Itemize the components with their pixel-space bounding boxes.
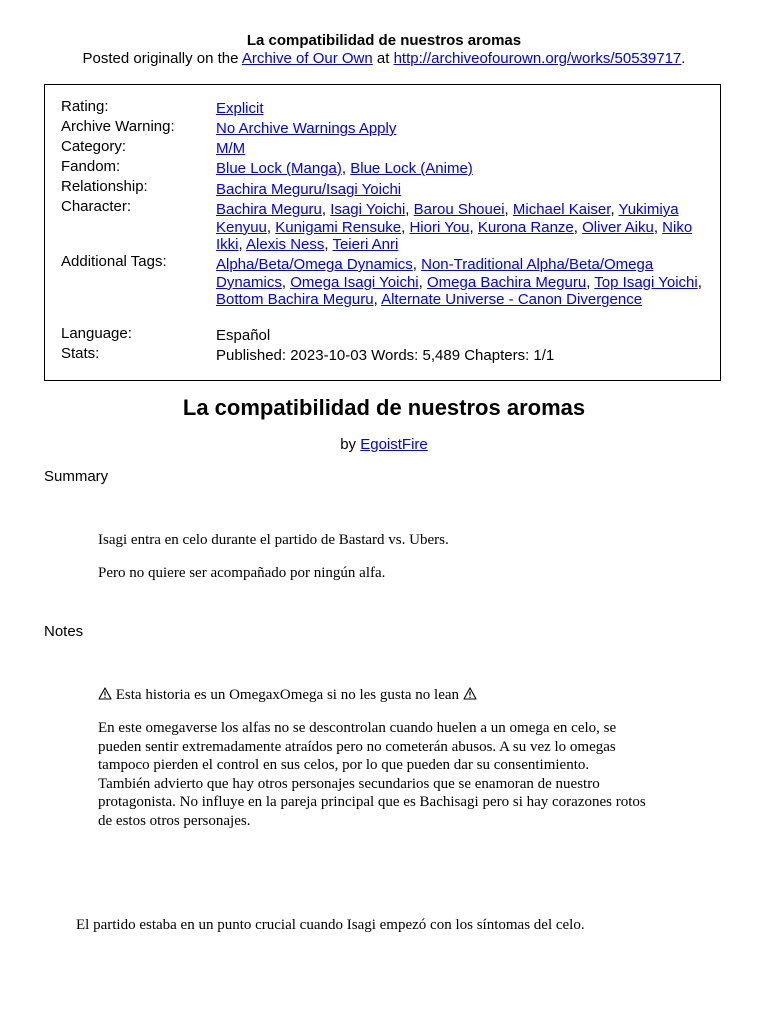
posted-suffix: . <box>681 50 686 67</box>
fandom-value: Blue Lock (Manga), Blue Lock (Anime) <box>216 160 473 177</box>
warning-link[interactable]: No Archive Warnings Apply <box>216 120 397 137</box>
category-value <box>216 140 706 158</box>
relationship-link[interactable]: Bachira Meguru/Isagi Yoichi <box>216 181 402 198</box>
stats-value: Published: 2023-10-03 Words: 5,489 Chapters: 1/1 <box>216 347 555 364</box>
posted-mid: at <box>372 50 394 67</box>
stats-label: Stats: <box>61 345 100 362</box>
tag-link[interactable]: Omega Bachira Meguru <box>426 273 587 291</box>
character-value: Bachira Meguru, Isagi Yoichi, Barou Shouei, Michael Kaiser, Yukimiya Kenyuu, Kunigami Rensuke, Hiori You, Kurona Ranze, Oliver Aiku, Niko Ikki, Alexis Ness, Teieri Anri <box>216 201 693 253</box>
tags-value: Alpha/Beta/Omega Dynamics, Non-Traditional Alpha/Beta/Omega Dynamics, Omega Isagi Yoichi, Omega Bachira Meguru, Top Isagi Yoichi, Bottom Bachira Meguru, Alternate Universe - Canon Divergence <box>216 256 702 308</box>
fandom-link[interactable]: Blue Lock (Anime) <box>350 160 473 177</box>
warning-icon <box>463 687 477 700</box>
posted-prefix: Posted originally on the <box>82 50 242 67</box>
document-title: La compatibilidad de nuestros aromas <box>246 32 522 49</box>
character-link[interactable]: Oliver Aiku <box>582 218 654 236</box>
work-title: La compatibilidad de nuestros aromas <box>182 395 586 420</box>
tag-link[interactable]: Alternate Universe - Canon Divergence <box>381 291 643 308</box>
character-link[interactable]: Yukimiya Kenyuu <box>216 201 679 236</box>
character-link[interactable]: Alexis Ness <box>246 236 325 253</box>
character-label: Character: <box>61 198 132 215</box>
by-text: by <box>340 436 361 453</box>
summary-paragraph: Isagi entra en celo durante el partido de Bastard vs. Ubers. <box>98 532 449 548</box>
character-link[interactable]: Kunigami Rensuke <box>275 218 402 236</box>
rating-value <box>216 100 706 118</box>
warning-value <box>216 120 706 138</box>
notes-line: tampoco pierden el control en sus celos, por lo que pueden dar su consentimiento. <box>98 757 590 773</box>
tag-link[interactable]: Alpha/Beta/Omega Dynamics <box>216 256 413 273</box>
story-first-line: El partido estaba en un punto crucial cuando Isagi empezó con los síntomas del celo. <box>76 917 585 933</box>
byline <box>0 436 768 454</box>
notes-line: protagonista. No influye en la pareja principal que es Bachisagi pero si hay corazones rotos <box>98 794 646 810</box>
notes-body <box>98 719 698 830</box>
notes-line: pueden sentir extremadamente atraídos pero no cometerán abusos. A su vez lo omegas <box>98 738 616 755</box>
rating-link[interactable]: Explicit <box>216 100 264 117</box>
notes-line: En este omegaverse los alfas no se descontrolan cuando huelen a un omega en celo, se <box>98 720 617 736</box>
character-link[interactable]: Hiori You <box>409 218 470 236</box>
archive-link[interactable]: Archive of Our Own <box>241 50 373 67</box>
author-link[interactable]: EgoistFire <box>360 436 428 453</box>
rating-label: Rating: <box>61 98 109 115</box>
posted-originally-line <box>0 50 768 68</box>
relationship-value <box>216 181 706 199</box>
character-link[interactable]: Michael Kaiser <box>512 201 611 218</box>
tag-link[interactable]: Bottom Bachira Meguru <box>216 291 374 308</box>
relationship-label: Relationship: <box>61 178 148 195</box>
category-link[interactable]: M/M <box>216 140 246 157</box>
notes-warning-text: Esta historia es un OmegaxOmega si no les gusta no lean <box>115 687 460 703</box>
notes-line: de estos otros personajes. <box>98 812 251 829</box>
tag-link[interactable]: Non-Traditional Alpha/Beta/Omega Dynamics <box>216 256 654 291</box>
character-link[interactable]: Teieri Anri <box>332 236 399 253</box>
character-link[interactable]: Bachira Meguru <box>216 201 322 218</box>
language-label: Language: <box>61 325 132 342</box>
tag-link[interactable]: Omega Isagi Yoichi <box>290 273 419 291</box>
fandom-label: Fandom: <box>61 158 121 175</box>
character-link[interactable]: Isagi Yoichi <box>330 201 406 218</box>
work-metadata-box <box>44 84 721 381</box>
notes-warning-line <box>98 686 678 705</box>
work-url-link[interactable]: http://archiveofourown.org/works/50539717 <box>393 50 682 67</box>
tag-link[interactable]: Top Isagi Yoichi <box>594 273 698 291</box>
language-value: Español <box>216 327 271 344</box>
summary-heading: Summary <box>44 468 109 485</box>
category-label: Category: <box>61 138 127 155</box>
character-link[interactable]: Kurona Ranze <box>477 218 574 236</box>
notes-line: También advierto que hay otros personajes secundarios que se enamoran de nuestro <box>98 775 600 792</box>
character-link[interactable]: Niko Ikki <box>216 218 693 253</box>
tags-label: Additional Tags: <box>61 253 167 270</box>
character-link[interactable]: Barou Shouei <box>413 201 505 218</box>
notes-heading: Notes <box>44 623 84 640</box>
fandom-link[interactable]: Blue Lock (Manga) <box>216 160 342 177</box>
warning-icon <box>98 687 112 700</box>
summary-paragraph: Pero no quiere ser acompañado por ningún alfa. <box>98 565 386 581</box>
warning-label: Archive Warning: <box>61 118 175 135</box>
